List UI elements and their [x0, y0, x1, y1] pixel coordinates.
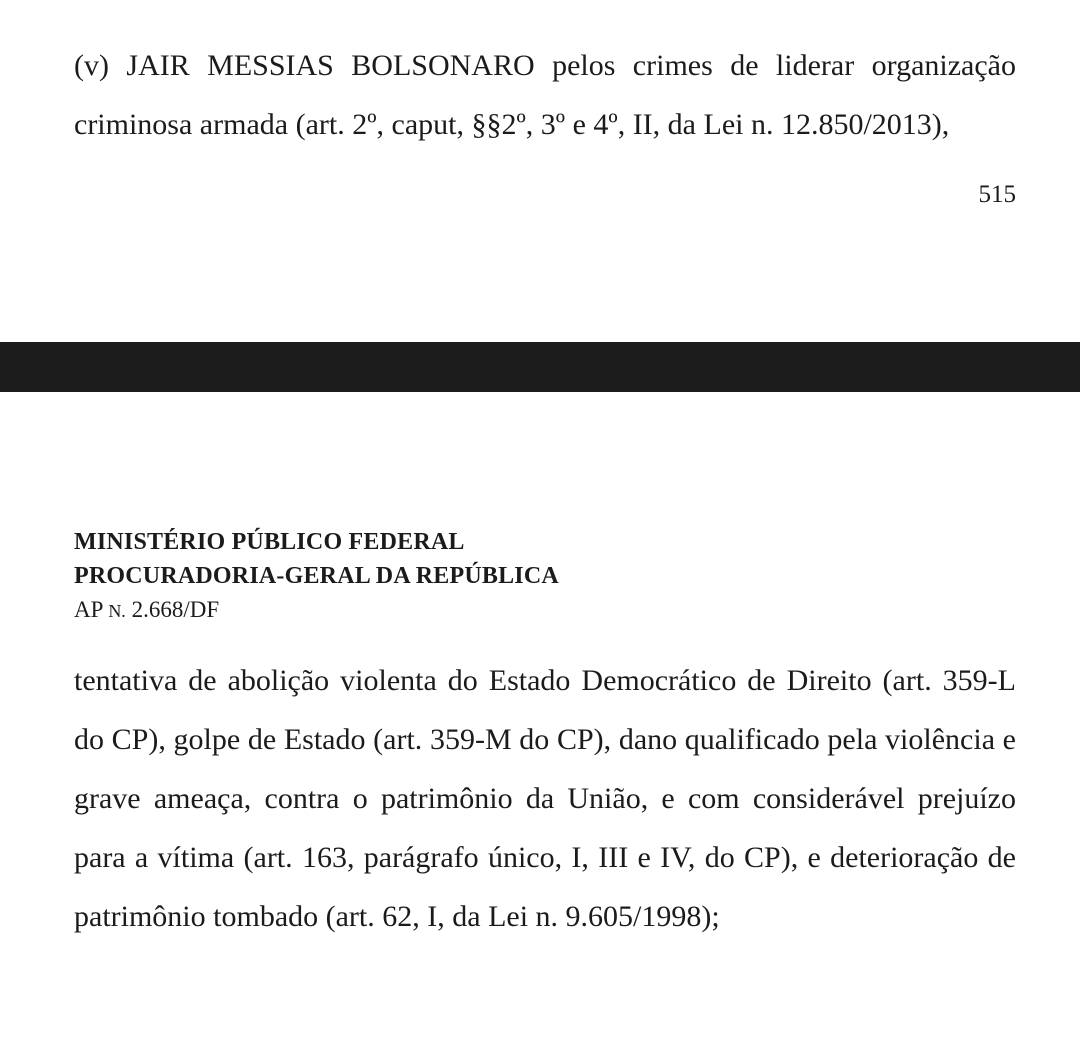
- document-header: [74, 525, 559, 628]
- case-prefix: AP: [74, 597, 103, 622]
- paragraph-defendant-v: (v) JAIR MESSIAS BOLSONARO pelos crimes de liderar organização criminosa armada (art. 2º, caput, §§2º, 3º e 4º, II, da Lei n. 12.850/2013),: [74, 49, 1016, 141]
- institution-name: MINISTÉRIO PÚBLICO FEDERAL: [74, 529, 465, 555]
- case-reference: [74, 593, 559, 628]
- case-number: 2.668/DF: [131, 597, 220, 622]
- previous-page: [0, 0, 1080, 342]
- page-number: 515: [978, 181, 1016, 208]
- case-n-label: N.: [108, 601, 126, 621]
- department-name: PROCURADORIA-GERAL DA REPÚBLICA: [74, 563, 559, 589]
- paragraph-crimes-list: tentativa de abolição violenta do Estado Democrático de Direito (art. 359-L do CP), golpe de Estado (art. 359-M do CP), dano qualificado pela violência e grave ameaça, contra o patrimônio da União, e com considerável prejuízo para a vítima (art. 163, parágrafo único, I, III e IV, do CP), e deterioração de patrimônio tombado (art. 62, I, da Lei n. 9.605/1998);: [74, 664, 1016, 933]
- page-separator-bar: [0, 342, 1080, 392]
